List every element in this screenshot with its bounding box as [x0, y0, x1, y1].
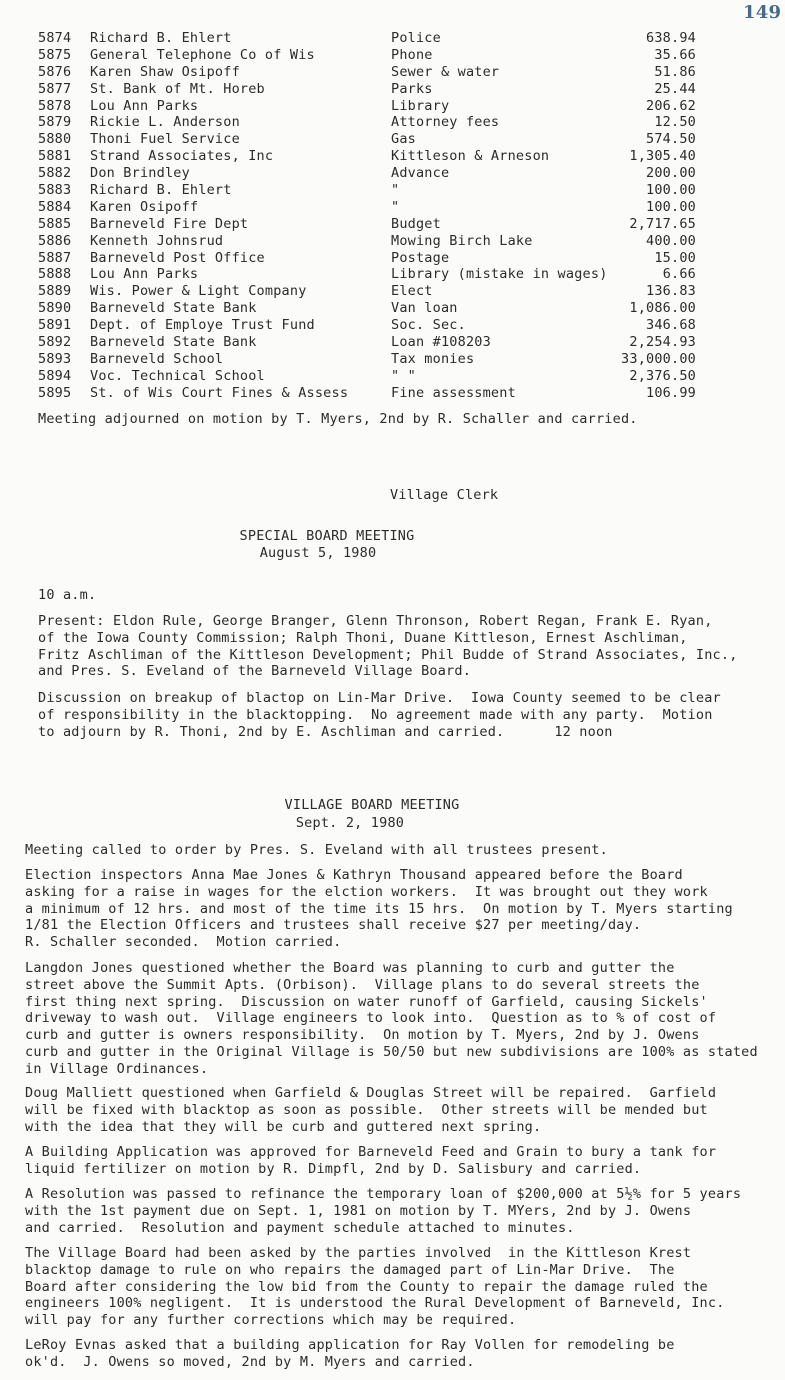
village-meeting-title: VILLAGE BOARD MEETING — [284, 797, 460, 813]
ledger-row — [38, 114, 738, 131]
check-number: 5891 — [38, 317, 72, 334]
text-line: ok'd. J. Owens so moved, 2nd by M. Myers and carried. — [25, 1353, 475, 1370]
special-meeting-time: 10 a.m. — [38, 587, 97, 603]
payee-name: Karen Osipoff — [90, 198, 199, 215]
payment-amount: 136.83 — [646, 283, 696, 300]
payment-amount: 106.99 — [646, 384, 696, 401]
payment-purpose: Budget — [391, 215, 441, 232]
ledger-row — [38, 266, 738, 283]
ledger-row — [38, 368, 738, 385]
adjournment-line: Meeting adjourned on motion by T. Myers, 2nd by R. Schaller and carried. — [38, 411, 638, 427]
payee-name: Lou Ann Parks — [90, 97, 199, 114]
payee-name: Richard B. Ehlert — [90, 182, 232, 199]
payment-purpose: Parks — [391, 80, 433, 97]
page-number: 149 — [743, 2, 782, 23]
ledger-row — [38, 98, 738, 115]
text-line: Langdon Jones questioned whether the Board was planning to curb and gutter the — [25, 960, 675, 976]
payment-purpose: Gas — [391, 131, 416, 148]
ledger-row — [38, 131, 738, 148]
text-line: Discussion on breakup of blactop on Lin-Mar Drive. Iowa County seemed to be clear — [38, 690, 721, 706]
payee-name: Voc. Technical School — [90, 367, 265, 384]
signature-label: Village Clerk — [390, 487, 499, 503]
payee-name: St. of Wis Court Fines & Assess — [90, 384, 349, 401]
payment-amount: 2,717.65 — [629, 215, 696, 232]
payment-amount: 400.00 — [646, 232, 696, 249]
payment-amount: 2,376.50 — [629, 367, 696, 384]
text-line: driveway to wash out. Village engineers to look into. Question as to % of cost of — [25, 1010, 717, 1027]
ledger-row — [38, 148, 738, 165]
minutes-paragraph — [25, 1337, 675, 1371]
payee-name: Kenneth Johnsrud — [90, 232, 224, 249]
payment-purpose: Mowing Birch Lake — [391, 232, 533, 249]
ledger-row — [38, 385, 738, 402]
payee-name: Don Brindley — [90, 165, 190, 182]
special-meeting-date: August 5, 1980 — [259, 545, 377, 561]
payee-name: Barneveld School — [90, 350, 224, 367]
text-line: A Resolution was passed to refinance the temporary loan of $200,000 at 5½% for 5 years — [25, 1186, 742, 1202]
text-line: curb and gutter is owners responsibility. On motion by T. Myers, 2nd by J. Owens — [25, 1027, 700, 1044]
payee-name: Barneveld State Bank — [90, 334, 257, 351]
payment-purpose: " " — [391, 367, 416, 384]
payee-name: St. Bank of Mt. Horeb — [90, 80, 265, 97]
check-number: 5880 — [38, 131, 72, 148]
check-number: 5893 — [38, 350, 72, 367]
attendees-paragraph — [38, 613, 738, 680]
check-number: 5892 — [38, 334, 72, 351]
check-number: 5885 — [38, 215, 72, 232]
text-line: and carried. Resolution and payment schedule attached to minutes. — [25, 1219, 575, 1236]
payee-name: Barneveld State Bank — [90, 300, 257, 317]
ledger-row — [38, 334, 738, 351]
ledger-row — [38, 216, 738, 233]
payment-purpose: Police — [391, 30, 441, 46]
payee-name: Thoni Fuel Service — [90, 131, 240, 148]
payment-amount: 1,086.00 — [629, 300, 696, 317]
payment-amount: 51.86 — [654, 63, 696, 80]
payment-purpose: Elect — [391, 283, 433, 300]
ledger-row — [38, 351, 738, 368]
payment-amount: 33,000.00 — [621, 350, 696, 367]
text-line: will be fixed with blacktop as soon as possible. Other streets will be mended but — [25, 1101, 708, 1118]
text-line: LeRoy Evnas asked that a building application for Ray Vollen for remodeling be — [25, 1337, 675, 1353]
payee-name: Wis. Power & Light Company — [90, 283, 307, 300]
ledger-row — [38, 300, 738, 317]
check-number: 5874 — [38, 30, 72, 46]
ledger-row — [38, 81, 738, 98]
text-line: R. Schaller seconded. Motion carried. — [25, 934, 342, 951]
payment-purpose: Attorney fees — [391, 114, 500, 131]
ledger-row — [38, 64, 738, 81]
check-number: 5895 — [38, 384, 72, 401]
minutes-paragraph — [25, 842, 608, 859]
text-line: a minimum of 12 hrs. and most of the time its 15 hrs. On motion by T. Myers starting — [25, 900, 733, 917]
text-line: first thing next spring. Discussion on water runoff of Garfield, causing Sickels' — [25, 993, 708, 1010]
payee-name: Strand Associates, Inc — [90, 148, 274, 165]
text-line: with the idea that they will be curb and guttered next spring. — [25, 1118, 542, 1135]
payment-purpose: Phone — [391, 46, 433, 63]
text-line: The Village Board had been asked by the parties involved in the Kittleson Krest — [25, 1245, 692, 1261]
text-line: and Pres. S. Eveland of the Barneveld Village Board. — [38, 663, 472, 680]
text-line: liquid fertilizer on motion by R. Dimpfl, 2nd by D. Salisbury and carried. — [25, 1160, 642, 1177]
check-number: 5886 — [38, 232, 72, 249]
text-line: A Building Application was approved for Barneveld Feed and Grain to bury a tank for — [25, 1144, 717, 1160]
payment-amount: 35.66 — [654, 46, 696, 63]
disbursement-ledger — [38, 30, 738, 402]
check-number: 5882 — [38, 165, 72, 182]
payment-amount: 25.44 — [654, 80, 696, 97]
payment-purpose: Library (mistake in wages) — [391, 266, 608, 283]
minutes-paragraph — [25, 960, 758, 1078]
payment-purpose: Library — [391, 97, 450, 114]
payment-purpose: " — [391, 198, 400, 215]
check-number: 5881 — [38, 148, 72, 165]
check-number: 5887 — [38, 249, 72, 266]
payment-purpose: Postage — [391, 249, 450, 266]
village-meeting-date: Sept. 2, 1980 — [295, 815, 405, 831]
check-number: 5890 — [38, 300, 72, 317]
text-line: in Village Ordinances. — [25, 1060, 209, 1077]
ledger-row — [38, 199, 738, 216]
payee-name: Barneveld Post Office — [90, 249, 265, 266]
check-number: 5879 — [38, 114, 72, 131]
payment-purpose: Van loan — [391, 300, 458, 317]
payment-purpose: Soc. Sec. — [391, 317, 466, 334]
payment-amount: 200.00 — [646, 165, 696, 182]
check-number: 5883 — [38, 182, 72, 199]
ledger-row — [38, 182, 738, 199]
text-line: Present: Eldon Rule, George Branger, Glenn Thronson, Robert Regan, Frank E. Ryan, — [38, 613, 713, 629]
check-number: 5888 — [38, 266, 72, 283]
payee-name: Dept. of Employe Trust Fund — [90, 317, 315, 334]
text-line: engineers 100% negligent. It is understood the Rural Development of Barneveld, Inc. — [25, 1295, 725, 1312]
text-line: will pay for any further corrections which may be required. — [25, 1312, 517, 1329]
text-line: blacktop damage to rule on who repairs the damaged part of Lin-Mar Drive. The — [25, 1261, 675, 1278]
special-meeting-title: SPECIAL BOARD MEETING — [239, 528, 415, 544]
payment-amount: 6.66 — [662, 266, 696, 283]
ledger-row — [38, 30, 738, 47]
payee-name: Lou Ann Parks — [90, 266, 199, 283]
payment-amount: 638.94 — [646, 30, 696, 46]
minutes-paragraph — [25, 1245, 725, 1329]
check-number: 5889 — [38, 283, 72, 300]
payee-name: Richard B. Ehlert — [90, 30, 232, 46]
text-line: of responsibility in the blacktopping. No agreement made with any party. Motion — [38, 706, 713, 723]
payment-purpose: Fine assessment — [391, 384, 516, 401]
text-line: 1/81 the Election Officers and trustees shall receive $27 per meeting/day. — [25, 917, 642, 934]
minutes-paragraph — [25, 1085, 716, 1135]
payment-purpose: Sewer & water — [391, 63, 500, 80]
payment-amount: 100.00 — [646, 198, 696, 215]
text-line: of the Iowa County Commission; Ralph Thoni, Duane Kittleson, Ernest Aschliman, — [38, 629, 688, 646]
check-number: 5876 — [38, 63, 72, 80]
text-line: street above the Summit Apts. (Orbison). Village plans to do several streets the — [25, 976, 700, 993]
ledger-row — [38, 250, 738, 267]
text-line: Election inspectors Anna Mae Jones & Kathryn Thousand appeared before the Board — [25, 867, 683, 883]
minutes-paragraph — [25, 1186, 741, 1236]
ledger-row — [38, 317, 738, 334]
payment-purpose: Loan #108203 — [391, 334, 491, 351]
text-line: to adjourn by R. Thoni, 2nd by E. Aschliman and carried. 12 noon — [38, 723, 613, 740]
text-line: Board after considering the low bid from the County to repair the damage ruled the — [25, 1278, 708, 1295]
minutes-paragraph — [25, 1144, 716, 1178]
payment-purpose: Advance — [391, 165, 450, 182]
payee-name: Barneveld Fire Dept — [90, 215, 249, 232]
check-number: 5894 — [38, 367, 72, 384]
ledger-row — [38, 233, 738, 250]
check-number: 5884 — [38, 198, 72, 215]
payment-purpose: Tax monies — [391, 350, 475, 367]
payment-amount: 574.50 — [646, 131, 696, 148]
payee-name: Rickie L. Anderson — [90, 114, 240, 131]
check-number: 5875 — [38, 46, 72, 63]
check-number: 5878 — [38, 97, 72, 114]
text-line: Doug Malliett questioned when Garfield & Douglas Street will be repaired. Garfield — [25, 1085, 717, 1101]
payment-amount: 100.00 — [646, 182, 696, 199]
payee-name: General Telephone Co of Wis — [90, 46, 315, 63]
payment-amount: 1,305.40 — [629, 148, 696, 165]
text-line: Meeting called to order by Pres. S. Eveland with all trustees present. — [25, 842, 608, 858]
payment-purpose: Kittleson & Arneson — [391, 148, 550, 165]
ledger-row — [38, 47, 738, 64]
payee-name: Karen Shaw Osipoff — [90, 63, 240, 80]
text-line: with the 1st payment due on Sept. 1, 1981 on motion by T. MYers, 2nd by J. Owens — [25, 1202, 692, 1219]
check-number: 5877 — [38, 80, 72, 97]
payment-amount: 15.00 — [654, 249, 696, 266]
payment-amount: 346.68 — [646, 317, 696, 334]
ledger-row — [38, 283, 738, 300]
minutes-paragraph — [25, 867, 733, 951]
payment-amount: 12.50 — [654, 114, 696, 131]
payment-amount: 2,254.93 — [629, 334, 696, 351]
ledger-row — [38, 165, 738, 182]
text-line: Fritz Aschliman of the Kittleson Development; Phil Budde of Strand Associates, Inc., — [38, 646, 738, 663]
text-line: asking for a raise in wages for the elction workers. It was brought out they work — [25, 883, 708, 900]
text-line: curb and gutter in the Original Village is 50/50 but new subdivisions are 100% as stated — [25, 1043, 758, 1060]
payment-purpose: " — [391, 182, 400, 199]
payment-amount: 206.62 — [646, 97, 696, 114]
discussion-paragraph — [38, 690, 721, 740]
